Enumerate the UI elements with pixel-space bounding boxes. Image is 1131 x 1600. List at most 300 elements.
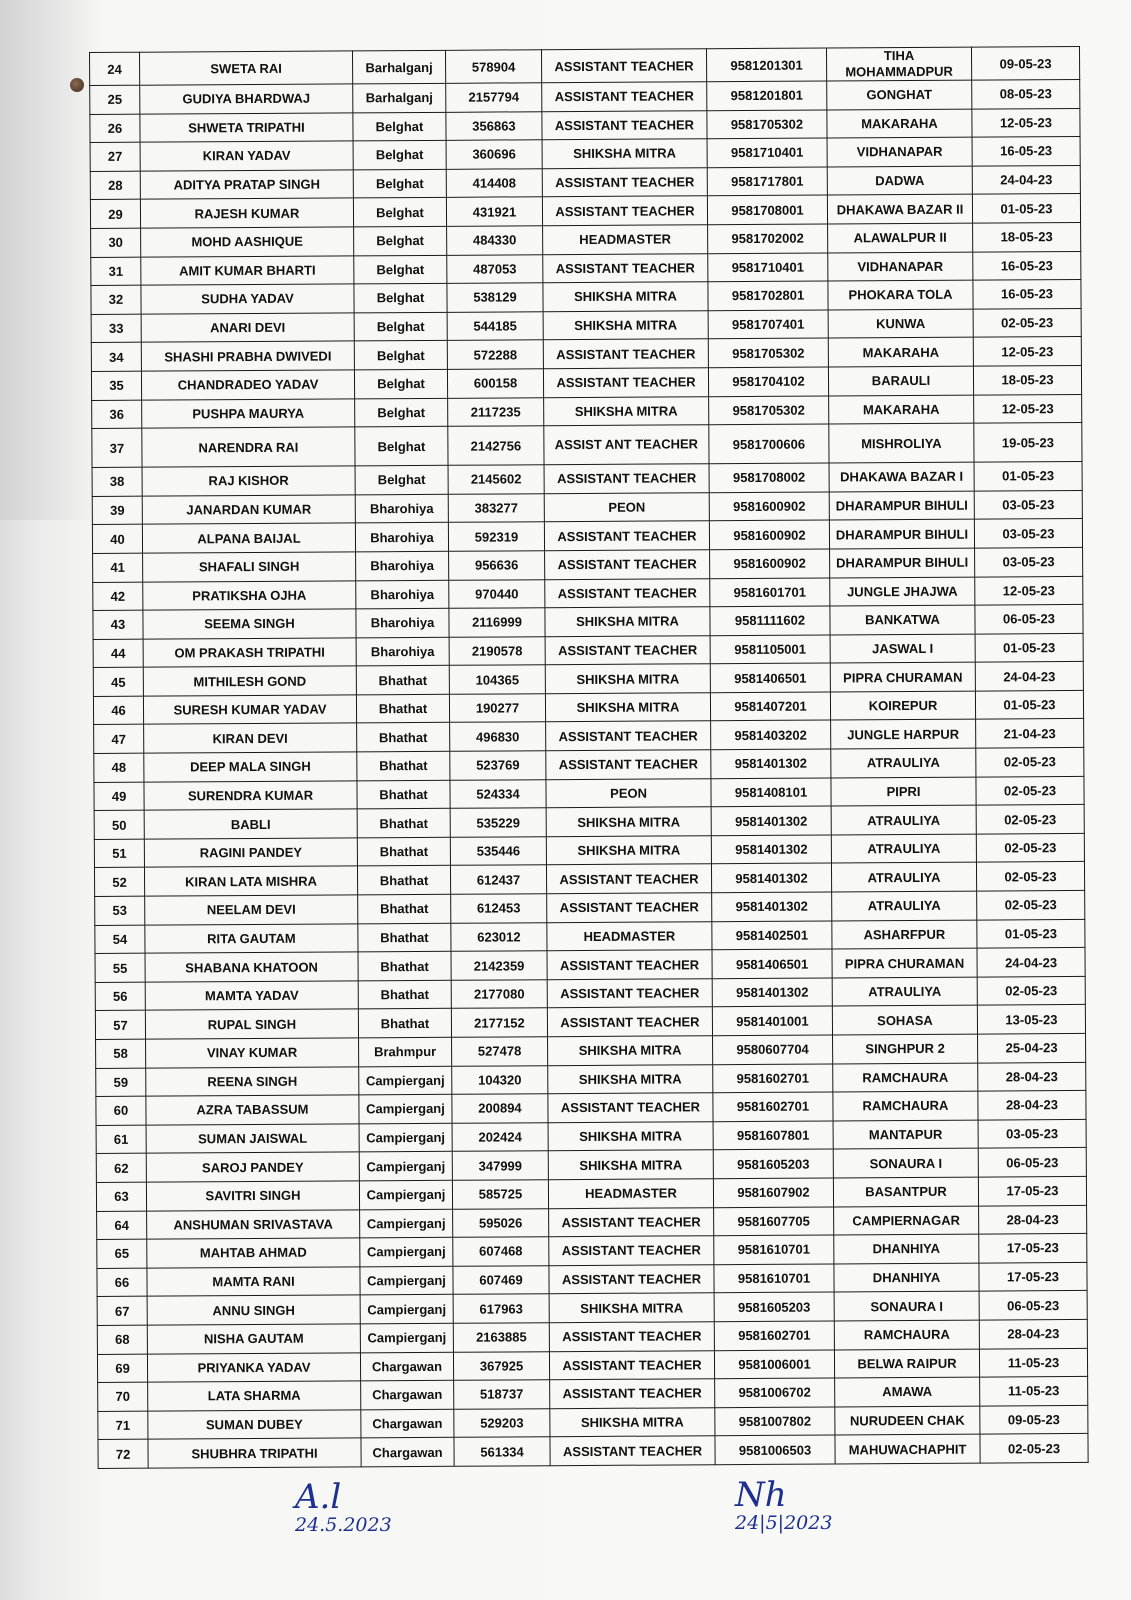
udise-code-text: 9581600902 bbox=[733, 555, 806, 572]
designation-cell bbox=[545, 578, 710, 608]
employee-code-text: 190277 bbox=[475, 700, 520, 716]
block-name-cell bbox=[353, 198, 446, 227]
school-name-text: ALAWALPUR II bbox=[853, 230, 947, 246]
designation-text: ASSISTANT TEACHER bbox=[561, 1214, 701, 1230]
block-name-text: Campierganj bbox=[366, 1215, 446, 1232]
serial-number-text: 52 bbox=[112, 874, 127, 890]
designation-text: ASSISTANT TEACHER bbox=[562, 1328, 702, 1345]
school-name-cell bbox=[833, 1177, 978, 1206]
designation-cell bbox=[542, 196, 707, 226]
serial-number-text: 39 bbox=[110, 502, 125, 518]
block-name-cell bbox=[354, 283, 447, 312]
date-cell bbox=[978, 1176, 1086, 1205]
date-text: 02-05-23 bbox=[1007, 1440, 1061, 1457]
employee-name-cell bbox=[145, 1009, 358, 1039]
employee-name-cell bbox=[145, 952, 358, 982]
employee-name-text: SWETA RAI bbox=[210, 60, 282, 76]
employee-name-text: SURESH KUMAR YADAV bbox=[173, 701, 327, 718]
udise-code-text: 9581401302 bbox=[735, 841, 808, 858]
block-name-cell bbox=[361, 1380, 454, 1409]
school-name-cell bbox=[834, 1291, 979, 1320]
date-cell bbox=[980, 1434, 1088, 1463]
date-cell bbox=[973, 308, 1081, 337]
designation-cell bbox=[548, 1179, 713, 1209]
serial-number-cell bbox=[93, 667, 143, 696]
school-name-cell bbox=[828, 309, 973, 338]
school-name-cell bbox=[829, 462, 974, 491]
employee-name-cell bbox=[144, 809, 357, 839]
employee-code-text: 535446 bbox=[476, 843, 521, 859]
udise-code-cell bbox=[707, 81, 827, 110]
designation-text: SHIKSHA MITRA bbox=[578, 1042, 682, 1059]
school-name-text: MAKARAHA bbox=[862, 401, 940, 418]
date-cell bbox=[971, 46, 1079, 80]
block-name-cell bbox=[356, 666, 449, 695]
date-cell bbox=[974, 490, 1082, 519]
school-name-text: RAMCHAURA bbox=[862, 1098, 949, 1114]
school-name-text: KUNWA bbox=[876, 315, 926, 332]
serial-number-text: 59 bbox=[113, 1074, 129, 1090]
employee-name-cell bbox=[144, 838, 357, 868]
designation-cell bbox=[544, 396, 709, 426]
udise-code-text: 9581201301 bbox=[730, 57, 803, 73]
employee-code-cell bbox=[450, 751, 546, 780]
udise-code-cell bbox=[708, 281, 828, 310]
serial-number-text: 49 bbox=[111, 788, 127, 804]
school-name-text: SONAURA I bbox=[869, 1155, 943, 1171]
serial-number-cell bbox=[93, 553, 143, 582]
date-text: 24-04-23 bbox=[1003, 668, 1056, 685]
school-name-text: RAMCHAURA bbox=[862, 1069, 949, 1086]
school-name-text: DHAKAWA BAZAR I bbox=[840, 469, 964, 485]
serial-number-cell bbox=[92, 428, 142, 467]
date-cell bbox=[980, 1377, 1088, 1406]
school-name-text: PIPRI bbox=[886, 783, 921, 800]
date-text: 12-05-23 bbox=[1002, 582, 1055, 599]
udise-code-text: 9581401302 bbox=[735, 898, 808, 915]
block-name-text: Bhathat bbox=[379, 758, 428, 774]
employee-name-cell bbox=[146, 1038, 359, 1068]
employee-code-cell bbox=[449, 579, 545, 608]
udise-code-cell bbox=[708, 224, 828, 253]
date-cell bbox=[980, 1405, 1088, 1434]
udise-code-cell bbox=[708, 338, 828, 367]
employee-code-text: 104365 bbox=[475, 671, 520, 688]
school-name-cell bbox=[829, 423, 974, 463]
udise-code-text: 9581006001 bbox=[738, 1356, 811, 1372]
date-text: 17-05-23 bbox=[1006, 1183, 1059, 1199]
school-name-cell bbox=[831, 748, 976, 777]
school-name-cell bbox=[830, 634, 975, 663]
employee-code-text: 104320 bbox=[478, 1072, 522, 1088]
date-cell bbox=[975, 576, 1083, 605]
udise-code-cell bbox=[714, 1292, 834, 1321]
employee-code-cell bbox=[447, 340, 543, 369]
employee-code-cell bbox=[452, 1151, 548, 1180]
block-name-cell bbox=[356, 580, 449, 609]
designation-text: SHIKSHA MITRA bbox=[574, 403, 678, 419]
signature-left-mark: A.l bbox=[295, 1477, 342, 1517]
date-cell bbox=[979, 1262, 1087, 1291]
date-cell bbox=[978, 1119, 1086, 1148]
udise-code-cell bbox=[709, 424, 829, 464]
employee-code-cell bbox=[451, 922, 547, 951]
employee-code-cell bbox=[453, 1294, 549, 1323]
employee-code-cell bbox=[454, 1408, 550, 1437]
employee-code-cell bbox=[447, 254, 543, 283]
serial-number-text: 67 bbox=[114, 1303, 130, 1319]
employee-name-cell bbox=[148, 1410, 361, 1440]
employee-code-text: 612437 bbox=[476, 872, 521, 888]
serial-number-text: 34 bbox=[109, 349, 124, 365]
block-name-text: Campierganj bbox=[367, 1330, 447, 1346]
udise-code-cell bbox=[714, 1264, 834, 1293]
employee-name-cell bbox=[146, 1095, 359, 1125]
employee-code-cell bbox=[452, 1094, 548, 1123]
block-name-cell bbox=[360, 1209, 453, 1238]
employee-name-text: DEEP MALA SINGH bbox=[190, 759, 311, 775]
designation-text: ASSISTANT TEACHER bbox=[559, 871, 699, 887]
school-name-text: DHAKAWA BAZAR II bbox=[836, 201, 964, 218]
signature-left bbox=[295, 1477, 392, 1536]
block-name-cell bbox=[360, 1295, 453, 1324]
block-name-cell bbox=[357, 866, 450, 895]
date-text: 09-05-23 bbox=[999, 55, 1052, 71]
designation-cell bbox=[547, 979, 712, 1009]
udise-code-text: 9581006503 bbox=[738, 1442, 812, 1458]
date-text: 01-05-23 bbox=[1002, 468, 1055, 484]
school-name-text: ATRAULIYA bbox=[867, 898, 941, 914]
designation-text: SHIKSHA MITRA bbox=[580, 1300, 684, 1316]
udise-code-text: 9581605203 bbox=[737, 1299, 811, 1315]
signature-right-date: 24|5|2023 bbox=[735, 1512, 833, 1534]
serial-number-cell bbox=[98, 1439, 148, 1468]
school-name-text: MISHROLIYA bbox=[861, 435, 942, 451]
school-name-cell bbox=[828, 223, 973, 252]
date-text: 16-05-23 bbox=[1000, 143, 1053, 159]
employee-name-text: ALPANA BAIJAL bbox=[197, 530, 301, 546]
block-name-text: Bharohiya bbox=[370, 586, 435, 603]
school-name-cell bbox=[835, 1406, 980, 1435]
date-text: 01-05-23 bbox=[1004, 926, 1057, 942]
date-text: 18-05-23 bbox=[1000, 229, 1053, 245]
date-text: 02-05-23 bbox=[1005, 983, 1058, 999]
employee-name-cell bbox=[141, 341, 354, 371]
udise-code-cell bbox=[709, 463, 829, 492]
udise-code-text: 9581607801 bbox=[736, 1127, 810, 1144]
employee-code-cell bbox=[450, 808, 546, 837]
designation-cell bbox=[549, 1236, 714, 1266]
block-name-text: Bharohiya bbox=[370, 529, 434, 545]
school-name-text: JUNGLE HARPUR bbox=[847, 726, 960, 743]
designation-cell bbox=[548, 1150, 713, 1180]
serial-number-cell bbox=[97, 1211, 147, 1240]
udise-code-cell bbox=[711, 749, 831, 778]
staff-records-table bbox=[89, 46, 1089, 1469]
employee-name-cell bbox=[143, 580, 356, 610]
serial-number-cell bbox=[95, 1011, 145, 1040]
employee-name-text: KIRAN YADAV bbox=[202, 148, 291, 164]
employee-code-text: 523769 bbox=[476, 757, 520, 774]
date-text: 06-05-23 bbox=[1006, 1154, 1059, 1171]
designation-cell bbox=[549, 1293, 714, 1323]
serial-number-text: 64 bbox=[114, 1217, 129, 1233]
employee-name-text: SUMAN JAISWAL bbox=[198, 1130, 308, 1147]
school-name-cell bbox=[835, 1377, 980, 1406]
school-name-cell bbox=[829, 395, 974, 424]
employee-name-cell bbox=[147, 1324, 360, 1354]
designation-cell bbox=[546, 836, 711, 866]
serial-number-text: 28 bbox=[108, 177, 123, 193]
block-name-cell bbox=[353, 112, 446, 141]
date-cell bbox=[972, 194, 1080, 223]
udise-code-cell bbox=[709, 520, 829, 549]
udise-code-cell bbox=[712, 921, 832, 950]
school-name-text: BARAULI bbox=[871, 373, 931, 389]
employee-name-text: SEEMA SINGH bbox=[204, 616, 295, 632]
serial-number-text: 62 bbox=[114, 1160, 129, 1176]
designation-cell bbox=[548, 1064, 713, 1094]
designation-cell bbox=[543, 339, 708, 369]
school-name-text: JUNGLE JHAJWA bbox=[846, 583, 958, 600]
designation-cell bbox=[543, 225, 708, 255]
employee-code-cell bbox=[451, 980, 547, 1009]
block-name-text: Campierganj bbox=[366, 1244, 446, 1260]
employee-code-text: 623012 bbox=[477, 929, 521, 945]
employee-code-text: 544185 bbox=[473, 318, 517, 334]
employee-code-cell bbox=[448, 426, 544, 466]
employee-code-text: 607469 bbox=[479, 1272, 523, 1288]
block-name-text: Bharohiya bbox=[370, 615, 435, 631]
employee-name-cell bbox=[141, 227, 354, 257]
serial-number-cell bbox=[91, 343, 141, 372]
date-text: 21-04-23 bbox=[1003, 725, 1056, 742]
employee-name-cell bbox=[142, 495, 355, 525]
employee-name-cell bbox=[146, 1152, 359, 1182]
udise-code-cell bbox=[714, 1321, 834, 1350]
employee-code-cell bbox=[453, 1323, 549, 1352]
udise-code-text: 9581408101 bbox=[734, 784, 808, 801]
date-cell bbox=[972, 79, 1080, 108]
block-name-cell bbox=[358, 1009, 451, 1038]
school-name-cell bbox=[828, 337, 973, 366]
employee-code-cell bbox=[453, 1265, 549, 1294]
serial-number-text: 68 bbox=[115, 1332, 130, 1348]
school-name-text: ATRAULIYA bbox=[867, 812, 941, 828]
udise-code-text: 9581201801 bbox=[730, 87, 803, 104]
udise-code-cell bbox=[713, 1035, 833, 1064]
serial-number-text: 48 bbox=[111, 760, 127, 776]
signature-left-date: 24.5.2023 bbox=[295, 1514, 392, 1536]
employee-code-cell bbox=[449, 551, 545, 580]
school-name-cell bbox=[833, 1148, 978, 1177]
employee-code-cell bbox=[451, 1008, 547, 1037]
date-text: 17-05-23 bbox=[1006, 1269, 1060, 1285]
block-name-text: Bhathat bbox=[380, 987, 429, 1003]
udise-code-text: 9581600902 bbox=[733, 498, 806, 515]
employee-name-text: KIRAN DEVI bbox=[212, 730, 288, 747]
employee-code-cell bbox=[448, 493, 544, 522]
block-name-text: Bharohiya bbox=[369, 500, 434, 517]
udise-code-cell bbox=[708, 253, 828, 282]
employee-code-text: 595026 bbox=[478, 1215, 523, 1231]
table-row bbox=[98, 1434, 1088, 1469]
block-name-text: Bhathat bbox=[379, 815, 428, 831]
school-name-text: BANKATWA bbox=[865, 612, 940, 628]
school-name-cell bbox=[834, 1320, 979, 1349]
block-name-text: Belghat bbox=[376, 319, 425, 335]
designation-cell bbox=[547, 950, 712, 980]
school-name-text: DHANHIYA bbox=[872, 1241, 941, 1257]
employee-name-text: RAGINI PANDEY bbox=[199, 844, 303, 861]
udise-code-cell bbox=[712, 949, 832, 978]
employee-name-text: ADITYA PRATAP SINGH bbox=[173, 176, 321, 193]
date-text: 28-04-23 bbox=[1006, 1211, 1059, 1228]
date-text: 25-04-23 bbox=[1005, 1040, 1058, 1056]
udise-code-text: 9581705302 bbox=[730, 116, 804, 132]
block-name-cell bbox=[353, 169, 446, 198]
designation-text: ASSISTANT TEACHER bbox=[559, 956, 700, 973]
udise-code-text: 9581403202 bbox=[734, 727, 807, 743]
school-name-text: MAKARAHA bbox=[861, 115, 938, 132]
block-name-text: Bhathat bbox=[378, 729, 428, 746]
date-cell bbox=[974, 423, 1082, 463]
block-name-text: Barhalganj bbox=[365, 59, 433, 75]
block-name-text: Campierganj bbox=[366, 1101, 445, 1117]
school-name-text: PIPRA CHURAMAN bbox=[844, 955, 965, 971]
udise-code-cell bbox=[711, 778, 831, 807]
block-name-text: Chargawan bbox=[371, 1358, 443, 1375]
employee-name-text: AMIT KUMAR BHARTI bbox=[179, 262, 316, 279]
school-name-text: ATRAULIYA bbox=[866, 755, 940, 771]
designation-cell bbox=[544, 521, 709, 551]
employee-name-text: NEELAM DEVI bbox=[206, 902, 296, 918]
employee-code-text: 414408 bbox=[472, 175, 517, 191]
designation-text: HEADMASTER bbox=[579, 231, 672, 248]
designation-text: SHIKSHA MITRA bbox=[576, 670, 680, 687]
serial-number-cell bbox=[94, 782, 144, 811]
employee-name-cell bbox=[140, 141, 353, 171]
date-text: 06-05-23 bbox=[1007, 1297, 1060, 1314]
date-cell bbox=[977, 890, 1085, 919]
school-name-cell bbox=[833, 1063, 978, 1092]
date-text: 16-05-23 bbox=[1000, 286, 1054, 302]
block-name-cell bbox=[359, 1094, 452, 1123]
block-name-text: Chargawan bbox=[372, 1387, 443, 1403]
employee-name-text: SHWETA TRIPATHI bbox=[188, 119, 305, 136]
school-name-cell bbox=[832, 977, 977, 1006]
employee-code-cell bbox=[445, 50, 541, 84]
employee-name-text: ANARI DEVI bbox=[210, 319, 286, 336]
serial-number-text: 63 bbox=[114, 1189, 129, 1205]
employee-name-cell bbox=[147, 1238, 360, 1268]
school-name-cell bbox=[830, 548, 975, 577]
employee-code-cell bbox=[450, 779, 546, 808]
udise-code-cell bbox=[714, 1235, 834, 1264]
employee-code-cell bbox=[449, 608, 545, 637]
date-text: 01-05-23 bbox=[1003, 697, 1056, 713]
udise-code-cell bbox=[710, 635, 830, 664]
employee-name-text: VINAY KUMAR bbox=[206, 1045, 298, 1061]
block-name-text: Belghat bbox=[376, 233, 425, 249]
serial-number-text: 54 bbox=[112, 931, 128, 947]
block-name-text: Barhalganj bbox=[365, 90, 433, 106]
employee-name-text: LATA SHARMA bbox=[207, 1388, 301, 1404]
employee-name-text: PRATIKSHA OJHA bbox=[192, 587, 307, 604]
school-name-text: BASANTPUR bbox=[865, 1184, 947, 1200]
employee-code-text: 578904 bbox=[471, 58, 516, 75]
udise-code-text: 9581401001 bbox=[736, 1013, 809, 1029]
date-text: 11-05-23 bbox=[1007, 1383, 1060, 1399]
designation-text: ASSISTANT TEACHER bbox=[556, 374, 696, 391]
block-name-text: Belghat bbox=[377, 472, 426, 488]
school-name-text: DHARAMPUR BIHULI bbox=[835, 554, 969, 571]
designation-text: PEON bbox=[608, 499, 646, 515]
block-name-cell bbox=[356, 637, 449, 666]
designation-text: ASSISTANT TEACHER bbox=[555, 260, 695, 277]
designation-text: ASSISTANT TEACHER bbox=[562, 1357, 702, 1373]
date-text: 09-05-23 bbox=[1007, 1412, 1060, 1428]
udise-code-cell bbox=[710, 692, 830, 721]
serial-number-cell bbox=[97, 1325, 147, 1354]
employee-code-cell bbox=[446, 111, 542, 140]
designation-cell bbox=[548, 1093, 713, 1123]
designation-text: SHIKSHA MITRA bbox=[576, 699, 680, 716]
block-name-text: Campierganj bbox=[366, 1187, 446, 1203]
date-text: 19-05-23 bbox=[1001, 434, 1054, 451]
school-name-cell bbox=[831, 777, 976, 806]
serial-number-cell bbox=[91, 285, 141, 314]
serial-number-text: 35 bbox=[109, 378, 124, 394]
employee-code-text: 592319 bbox=[474, 528, 519, 545]
serial-number-text: 72 bbox=[115, 1446, 131, 1462]
school-name-cell bbox=[828, 366, 973, 395]
employee-name-text: RAJESH KUMAR bbox=[194, 205, 300, 222]
employee-code-text: 2190578 bbox=[471, 643, 523, 659]
block-name-cell bbox=[358, 952, 451, 981]
serial-number-text: 70 bbox=[115, 1389, 130, 1405]
date-cell bbox=[977, 919, 1085, 948]
date-cell bbox=[978, 1033, 1086, 1062]
serial-number-text: 37 bbox=[109, 440, 125, 456]
udise-code-cell bbox=[713, 1064, 833, 1093]
serial-number-cell bbox=[95, 896, 145, 925]
serial-number-cell bbox=[92, 400, 142, 429]
designation-cell bbox=[543, 310, 708, 340]
block-name-cell bbox=[354, 312, 447, 341]
block-name-cell bbox=[359, 1037, 452, 1066]
designation-text: ASSISTANT TEACHER bbox=[558, 642, 698, 659]
employee-code-text: 431921 bbox=[472, 204, 517, 220]
block-name-text: Brahmpur bbox=[374, 1044, 437, 1060]
employee-code-cell bbox=[452, 1122, 548, 1151]
designation-text: ASSISTANT TEACHER bbox=[554, 88, 694, 105]
block-name-cell bbox=[359, 1123, 452, 1152]
employee-code-cell bbox=[446, 169, 542, 198]
employee-code-cell bbox=[451, 951, 547, 980]
school-name-cell bbox=[827, 109, 972, 138]
udise-code-cell bbox=[714, 1207, 834, 1236]
employee-name-text: SHAFALI SINGH bbox=[198, 558, 300, 575]
serial-number-cell bbox=[94, 810, 144, 839]
employee-name-cell bbox=[143, 666, 356, 696]
designation-text: ASSISTANT TEACHER bbox=[560, 985, 700, 1002]
udise-code-text: 9581607902 bbox=[737, 1184, 810, 1201]
school-name-text: DHARAMPUR BIHULI bbox=[835, 526, 969, 543]
employee-code-text: 970440 bbox=[475, 586, 519, 602]
serial-number-text: 25 bbox=[107, 92, 123, 108]
udise-code-cell bbox=[707, 167, 827, 196]
